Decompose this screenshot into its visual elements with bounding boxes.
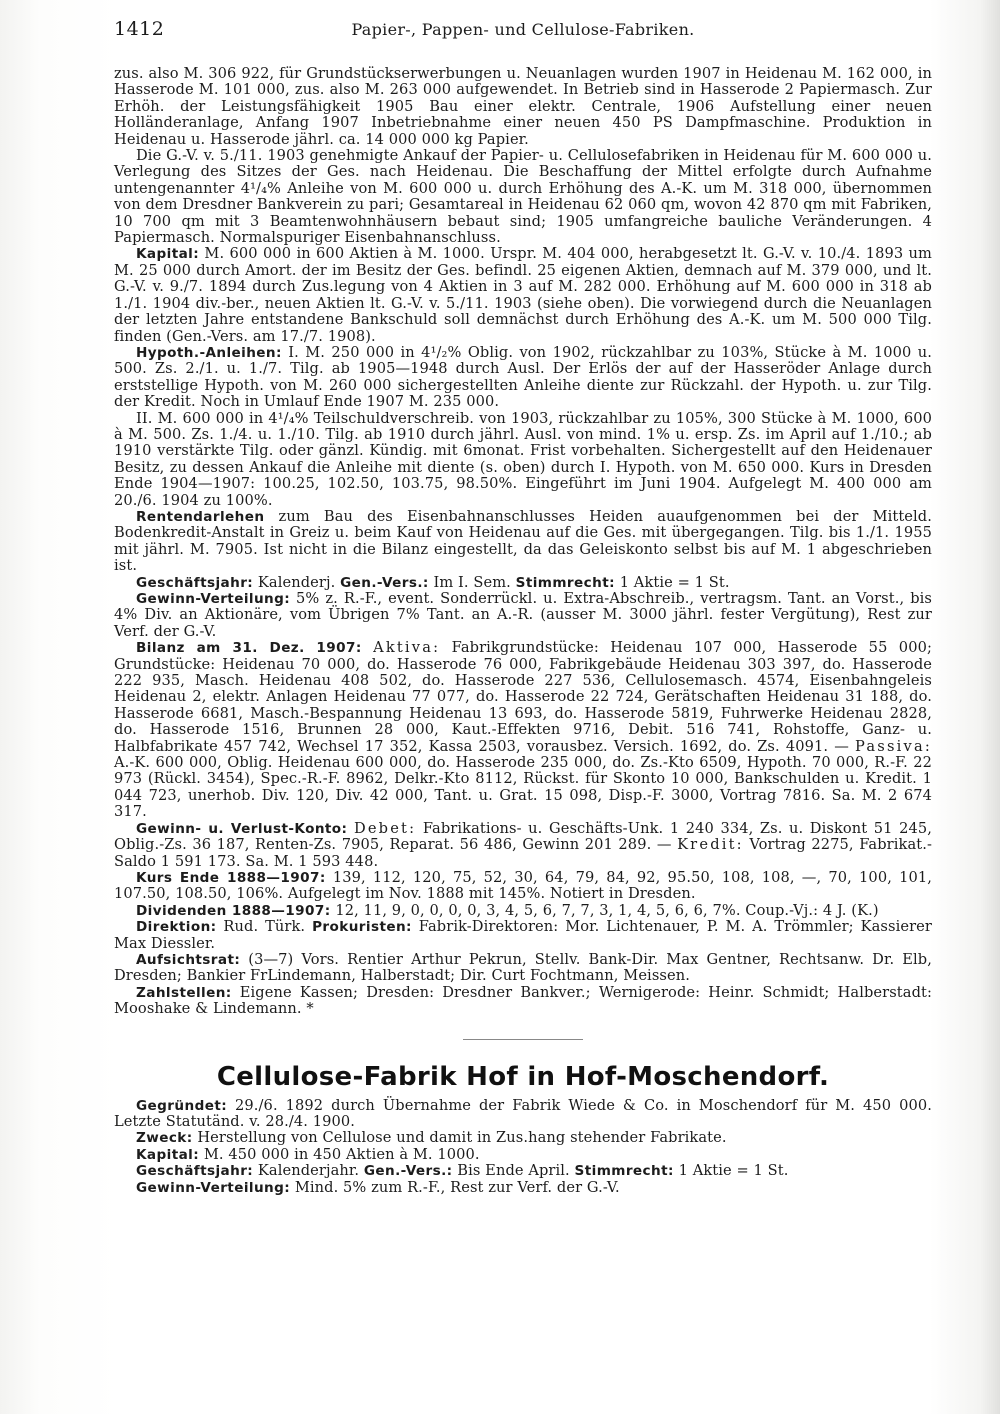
hypoth-paragraph [114, 345, 932, 411]
zahlstellen-label: Zahlstellen: [136, 984, 232, 1001]
kapital-label: Kapital: [136, 246, 200, 263]
prokuristen-text: Fabrik-Direktoren: Mor. Lichtenauer, P. M. A. Trömmler; Kassierer Max Diessler. [114, 918, 932, 952]
gesch2-label: Geschäftsjahr: [136, 1163, 254, 1180]
genvers2-text: Bis Ende April. [457, 1162, 570, 1180]
kapital2-text: M. 450 000 in 450 Aktien à M. 1000. [203, 1145, 480, 1163]
company-heading: Cellulose-Fabrik Hof in Hof-Moschendorf. [216, 1061, 830, 1092]
hypoth-text: I. M. 250 000 in 4¹/₂% Oblig. von 1902, rückzahlbar zu 103%, Stücke à M. 1000 u. 500. Zs. 2./1. u. 1./7. Tilg. ab 1905—1948 durch Ausl. Der Erlös der auf der Hasseröder Anlage durch erststellige Hypoth. von M. 260 000 sichergestellten Anleihe diente zur Rückzahl. der Hypoth. u. zur Tilg. der Kredit. Noch in Umlauf Ende 1907 M. 235 000. [114, 343, 932, 411]
stimm-text: 1 Aktie = 1 St. [619, 573, 730, 591]
passiva-text: A.-K. 600 000, Oblig. Heidenau 600 000, do. Hasserode 235 000, do. Zs.-Kto 6509, Hypoth. 70 000, R.-F. 22 973 (Rückl. 3454), Spec.-R.-F. 8962, Delkr.-Kto 8112, Rückst. für Skonto 10 000, Bankschulden u. Kredit. 1 044 723, unerhob. Div. 120, Div. 42 000, Tant. u. Grat. 15 098, Disp.-F. 3000, Vortrag 7816. Sa. M. 2 674 317. [114, 754, 932, 821]
kurs-label: Kurs Ende 1888—1907: [136, 869, 326, 886]
kurs-paragraph [114, 870, 932, 903]
direktion-paragraph [114, 919, 932, 952]
bilanz-paragraph [114, 640, 932, 820]
aktiva-text: Fabrikgrundstücke: Heidenau 107 000, Hasserode 55 000; Grundstücke: Heidenau 70 000, do. Hasserode 76 000, Fabrikgebäude Heidenau 303 397, do. Hasserode 222 935, Masch. Heidenau 408 502, do. Hasserode 227 536, Cellulosemasch. 4574, Eisenbahngeleis Heidenau 2, elektr. Anlagen Heidenau 77 077, do. Hasserode 22 724, Gerätschaften Heidenau 31 188, do. Hasserode 6681, Masch.-Bespannung Heidenau 13 693, do. Hasserode 5819, Fuhrwerke Heidenau 2828, do. Hasserode 1516, Brunnen 28 000, Kaut.-Effekten 9716, Debit. 516 741, Rohstoffe, Ganz- u. Halbfabrikate 457 742, Wechsel 17 352, Kassa 2503, vorausbez. Versich. 1692, do. Zs. 4091. — [114, 639, 932, 755]
gesch-text: Kalenderj. [257, 573, 336, 591]
gesch2-text: Kalenderjahr. [257, 1162, 360, 1180]
gesch2-paragraph [114, 1163, 932, 1179]
kredit-text: Vortrag 2275, Fabrikat.-Saldo 1 591 173. Sa. M. 1 593 448. [114, 836, 932, 870]
text-column [114, 66, 932, 1196]
gesch-label: Geschäftsjahr: [136, 574, 254, 591]
dividenden-paragraph [114, 903, 932, 919]
stimm2-text: 1 Aktie = 1 St. [678, 1162, 789, 1180]
kapital-paragraph [114, 246, 932, 344]
intro-paragraph [114, 66, 932, 148]
guv-label: Gewinn- u. Verlust-Konto: [136, 820, 348, 837]
direktion-label: Direktion: [136, 919, 217, 936]
gegruendet-paragraph [114, 1098, 932, 1131]
prokuristen-label: Prokuristen: [312, 919, 412, 936]
hypoth2-paragraph [114, 411, 932, 509]
stimm2-label: Stimmrecht: [574, 1163, 674, 1180]
section-divider [463, 1039, 583, 1040]
gewinn2-paragraph [114, 1180, 932, 1196]
debet-text: Fabrikations- u. Geschäfts-Unk. 1 240 334, Zs. u. Diskont 51 245, Oblig.-Zs. 36 187, Renten-Zs. 7905, Reparat. 56 486, Gewinn 201 289. — [114, 819, 932, 854]
renten-paragraph [114, 509, 932, 575]
gewinn2-label: Gewinn-Verteilung: [136, 1179, 291, 1196]
guv-paragraph [114, 821, 932, 870]
gegruendet-text: 29./6. 1892 durch Übernahme der Fabrik Wiede & Co. in Moschendorf für M. 450 000. Letzte Statutänd. v. 28./4. 1900. [114, 1096, 932, 1130]
gewinnvert-paragraph [114, 591, 932, 640]
kredit-label: Kredit: [677, 836, 744, 854]
aufsichtsrat-text: (3—7) Vors. Rentier Arthur Pekrun, Stellv. Bank-Dir. Max Gentner, Rechtsanw. Dr. Elb, Dresden; Bankier FrLindemann, Halberstadt; Dir. Curt Fochtmann, Meissen. [114, 950, 932, 985]
genvers-label: Gen.-Vers.: [340, 574, 429, 591]
passiva-label: Passiva: [855, 737, 932, 755]
kapital2-paragraph [114, 1147, 932, 1163]
dividenden-text: 12, 11, 9, 0, 0, 0, 0, 3, 4, 5, 6, 7, 7, 3, 1, 4, 5, 6, 6, 7%. Coup.-Vj.: 4 J. (K.) [335, 901, 879, 919]
kapital-text: M. 600 000 in 600 Aktien à M. 1000. Urspr. M. 404 000, herabgesetzt lt. G.-V. v. 10./4. 1893 um M. 25 000 durch Amort. der im Besitz der Ges. befindl. 25 eigenen Aktien, demnach auf M. 379 000, und lt. G.-V. v. 9./7. 1894 durch Zus.legung von 4 Aktien in 3 auf M. 282 000. Erhöhung auf M. 600 000 in 318 ab 1./1. 1904 div.-ber., neuen Aktien lt. G.-V. v. 5./11. 1903 (siehe oben). Die vorwiegend durch die Neuanlagen der letzten Jahre entstandene Bankschuld soll demnächst durch Erhöhung des A.-K. um M. 500 000 Tilg. finden (Gen.-Vers. am 17./7. 1908). [114, 245, 932, 345]
aktiva-label: Aktiva: [373, 639, 441, 657]
kurs-text: 139, 112, 120, 75, 52, 30, 64, 79, 84, 92, 95.50, 108, 108, —, 70, 100, 101, 107.50, 108.50, 106%. Aufgelegt im Nov. 1888 mit 145%. Notiert in Dresden. [114, 868, 932, 903]
gewinnvert-text: 5% z. R.-F., event. Sonderrückl. u. Extra-Abschreib., vertragsm. Tant. an Vorst., bis 4% Div. an Aktionäre, vom Übrigen 7% Tant. an A.-R. (ausser M. 3000 jährl. fester Vergütung), Rest zur Verf. der G.-V. [114, 590, 932, 640]
zweck-paragraph [114, 1130, 932, 1146]
renten-label: Rentendarlehen [136, 508, 265, 525]
dividenden-label: Dividenden 1888—1907: [136, 902, 331, 919]
genvers-text: Im I. Sem. [433, 573, 511, 591]
gewinnvert-label: Gewinn-Verteilung: [136, 591, 291, 607]
zahlstellen-text: Eigene Kassen; Dresden: Dresdner Bankver.; Wernigerode: Heinr. Schmidt; Halberstadt: Mooshake & Lindemann. * [114, 983, 932, 1018]
hypoth-label: Hypoth.-Anleihen: [136, 344, 282, 361]
zweck-label: Zweck: [136, 1130, 193, 1147]
page-number: 1412 [114, 18, 165, 40]
gv-text: Die G.-V. v. 5./11. 1903 genehmigte Ankauf der Papier- u. Cellulosefabriken in Heidenau für M. 600 000 u. Verlegung des Sitzes der Ges. nach Heidenau. Die Beschaffung der Mittel erfolgte durch Aufnahme untengenannter 4¹/₄% Anleihe von M. 600 000 u. durch Erhöhung des A.-K. um M. 318 000, übernommen von dem Dresdner Bankverein zu pari; Gesamtareal in Heidenau 62 060 qm, wovon 42 870 qm mit Fabriken, 10 700 qm mit 3 Beamtenwohnhäusern bebaut sind; 1905 umfangreiche bauliche Veränderungen. 4 Papiermasch. Normalspuriger Eisenbahnanschluss. [114, 147, 932, 247]
gegruendet-label: Gegründet: [136, 1097, 228, 1114]
gv-paragraph [114, 148, 932, 246]
zweck-text: Herstellung von Cellulose und damit in Zus.hang stehender Fabrikate. [197, 1129, 727, 1147]
genvers2-label: Gen.-Vers.: [363, 1163, 453, 1180]
direktion-text: Rud. Türk. [223, 918, 306, 936]
stimm-label: Stimmrecht: [515, 574, 615, 591]
running-title: Papier-, Pappen- und Cellulose-Fabriken. [351, 20, 695, 39]
gesch-paragraph [114, 575, 932, 591]
zahlstellen-paragraph [114, 985, 932, 1018]
intro-text: zus. also M. 306 922, für Grundstückserwerbungen u. Neuanlagen wurden 1907 in Heidenau M. 162 000, in Hasserode M. 101 000, zus. also M. 263 000 aufgewendet. In Betrieb sind in Hasserode 2 Papiermasch. Zur Erhöh. der Leistungsfähigkeit 1905 Bau einer elektr. Centrale, 1906 Aufstellung einer neuen Holländeranlage, Anfang 1907 Inbetriebnahme einer neuen 450 PS Dampfmaschine. Produktion in Heidenau u. Hasserode jährl. ca. 14 000 000 kg Papier. [114, 65, 932, 148]
aufsichtsrat-paragraph [114, 952, 932, 985]
hypoth2-text: II. M. 600 000 in 4¹/₄% Teilschuldverschreib. von 1903, rückzahlbar zu 105%, 300 Stücke à M. 1000, 600 à M. 500. Zs. 1./4. u. 1./10. Tilg. ab 1910 durch jährl. Ausl. von mind. 1% u. ersp. Zs. im April auf 1./10.; ab 1910 verstärkte Tilg. oder gänzl. Kündig. mit 6monat. Frist vorbehalten. Sichergestellt auf den Heidenauer Besitz, zu dessen Ankauf die Anleihe mit diente (s. oben) durch I. Hypoth. von M. 650 000. Kurs in Dresden Ende 1904—1907: 100.25, 102.50, 103.75, 98.50%. Eingeführt im Juni 1904. Aufgelegt M. 400 000 am 20./6. 1904 zu 100%. [114, 409, 932, 509]
aufsichtsrat-label: Aufsichtsrat: [136, 951, 241, 968]
bilanz-label: Bilanz am 31. Dez. 1907: [136, 640, 362, 657]
debet-label: Debet: [353, 819, 417, 837]
page-header [114, 18, 932, 48]
kapital2-label: Kapital: [136, 1146, 200, 1163]
renten-text: zum Bau des Eisenbahnanschlusses Heiden auaufgenommen bei der Mitteld. Bodenkredit-Anstalt in Greiz u. beim Kauf von Heidenau auf die Ges. mit übergegangen. Tilg. bis 1./1. 1955 mit jährl. M. 7905. Ist nicht in die Bilanz eingestellt, da das Geleiskonto selbst bis auf M. 1 abgeschrieben ist. [114, 507, 932, 575]
gewinn2-text: Mind. 5% zum R.-F., Rest zur Verf. der G.-V. [294, 1178, 620, 1196]
